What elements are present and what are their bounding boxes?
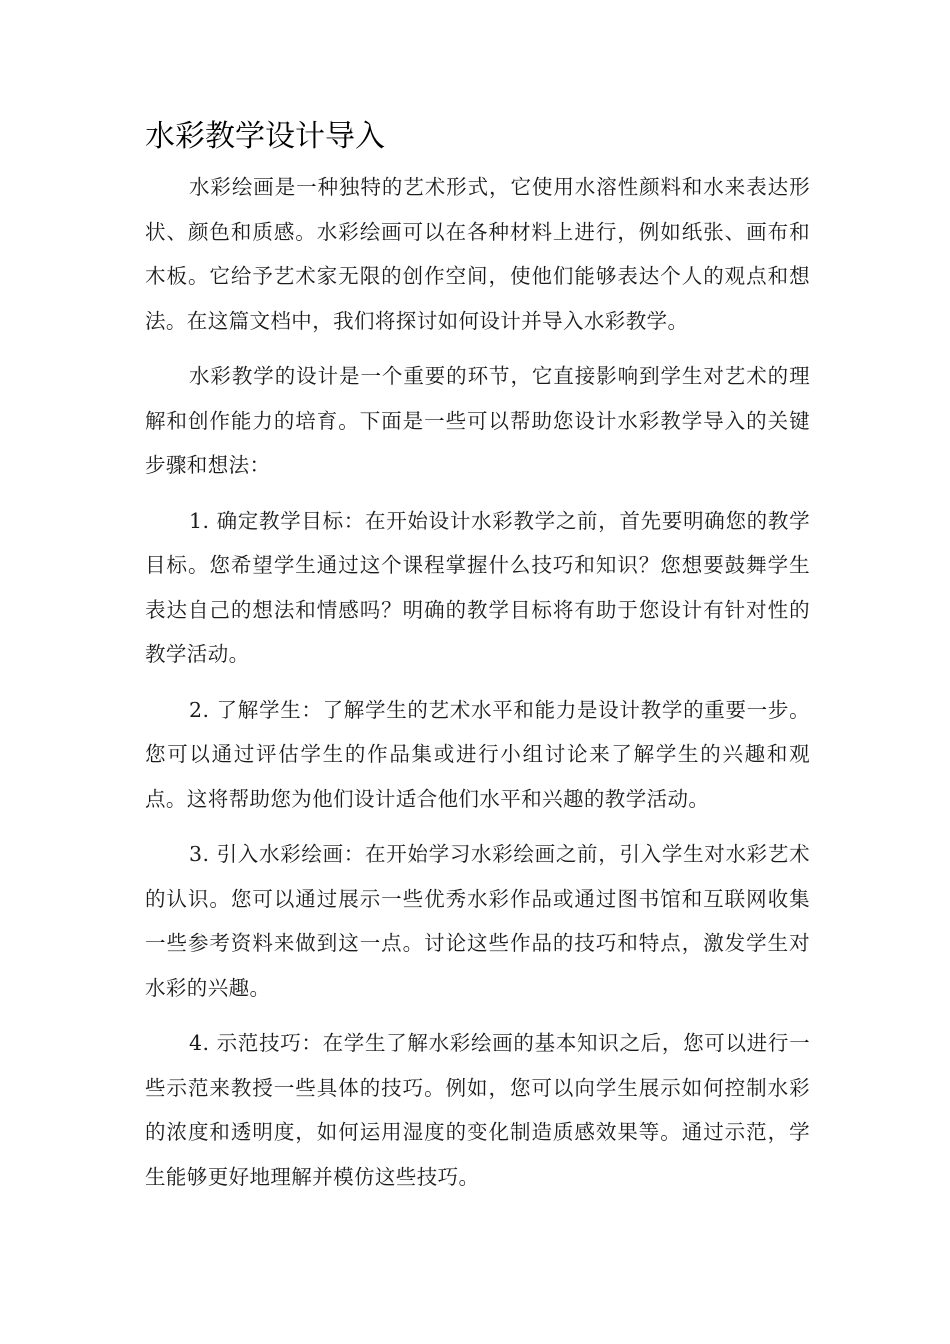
paragraph-step-2: 2. 了解学生：了解学生的艺术水平和能力是设计教学的重要一步。您可以通过评估学生的作品集或进行小组讨论来了解学生的兴趣和观点。这将帮助您为他们设计适合他们水平和兴趣的教学活动。 — [145, 697, 810, 811]
paragraph-step-4: 4. 示范技巧：在学生了解水彩绘画的基本知识之后，您可以进行一些示范来教授一些具体的技巧。例如，您可以向学生展示如何控制水彩的浓度和透明度，如何运用湿度的变化制造质感效果等。通过示范，学生能够更好地理解并模仿这些技巧。 — [145, 1031, 810, 1189]
paragraph-design: 水彩教学的设计是一个重要的环节，它直接影响到学生对艺术的理解和创作能力的培育。下面是一些可以帮助您设计水彩教学导入的关键步骤和想法： — [145, 364, 810, 477]
paragraph-step-1: 1. 确定教学目标：在开始设计水彩教学之前，首先要明确您的教学目标。您希望学生通过这个课程掌握什么技巧和知识？您想要鼓舞学生表达自己的想法和情感吗？明确的教学目标将有助于您设计有针对性的教学活动。 — [145, 508, 810, 666]
paragraph-step-3: 3. 引入水彩绘画：在开始学习水彩绘画之前，引入学生对水彩艺术的认识。您可以通过展示一些优秀水彩作品或通过图书馆和互联网收集一些参考资料来做到这一点。讨论这些作品的技巧和特点，激发学生对水彩的兴趣。 — [145, 842, 810, 1000]
paragraph-intro: 水彩绘画是一种独特的艺术形式，它使用水溶性颜料和水来表达形状、颜色和质感。水彩绘画可以在各种材料上进行，例如纸张、画布和木板。它给予艺术家无限的创作空间，使他们能够表达个人的观点和想法。在这篇文档中，我们将探讨如何设计并导入水彩教学。 — [145, 175, 810, 333]
document-title: 水彩教学设计导入 — [145, 119, 385, 154]
document-body — [145, 165, 810, 1210]
